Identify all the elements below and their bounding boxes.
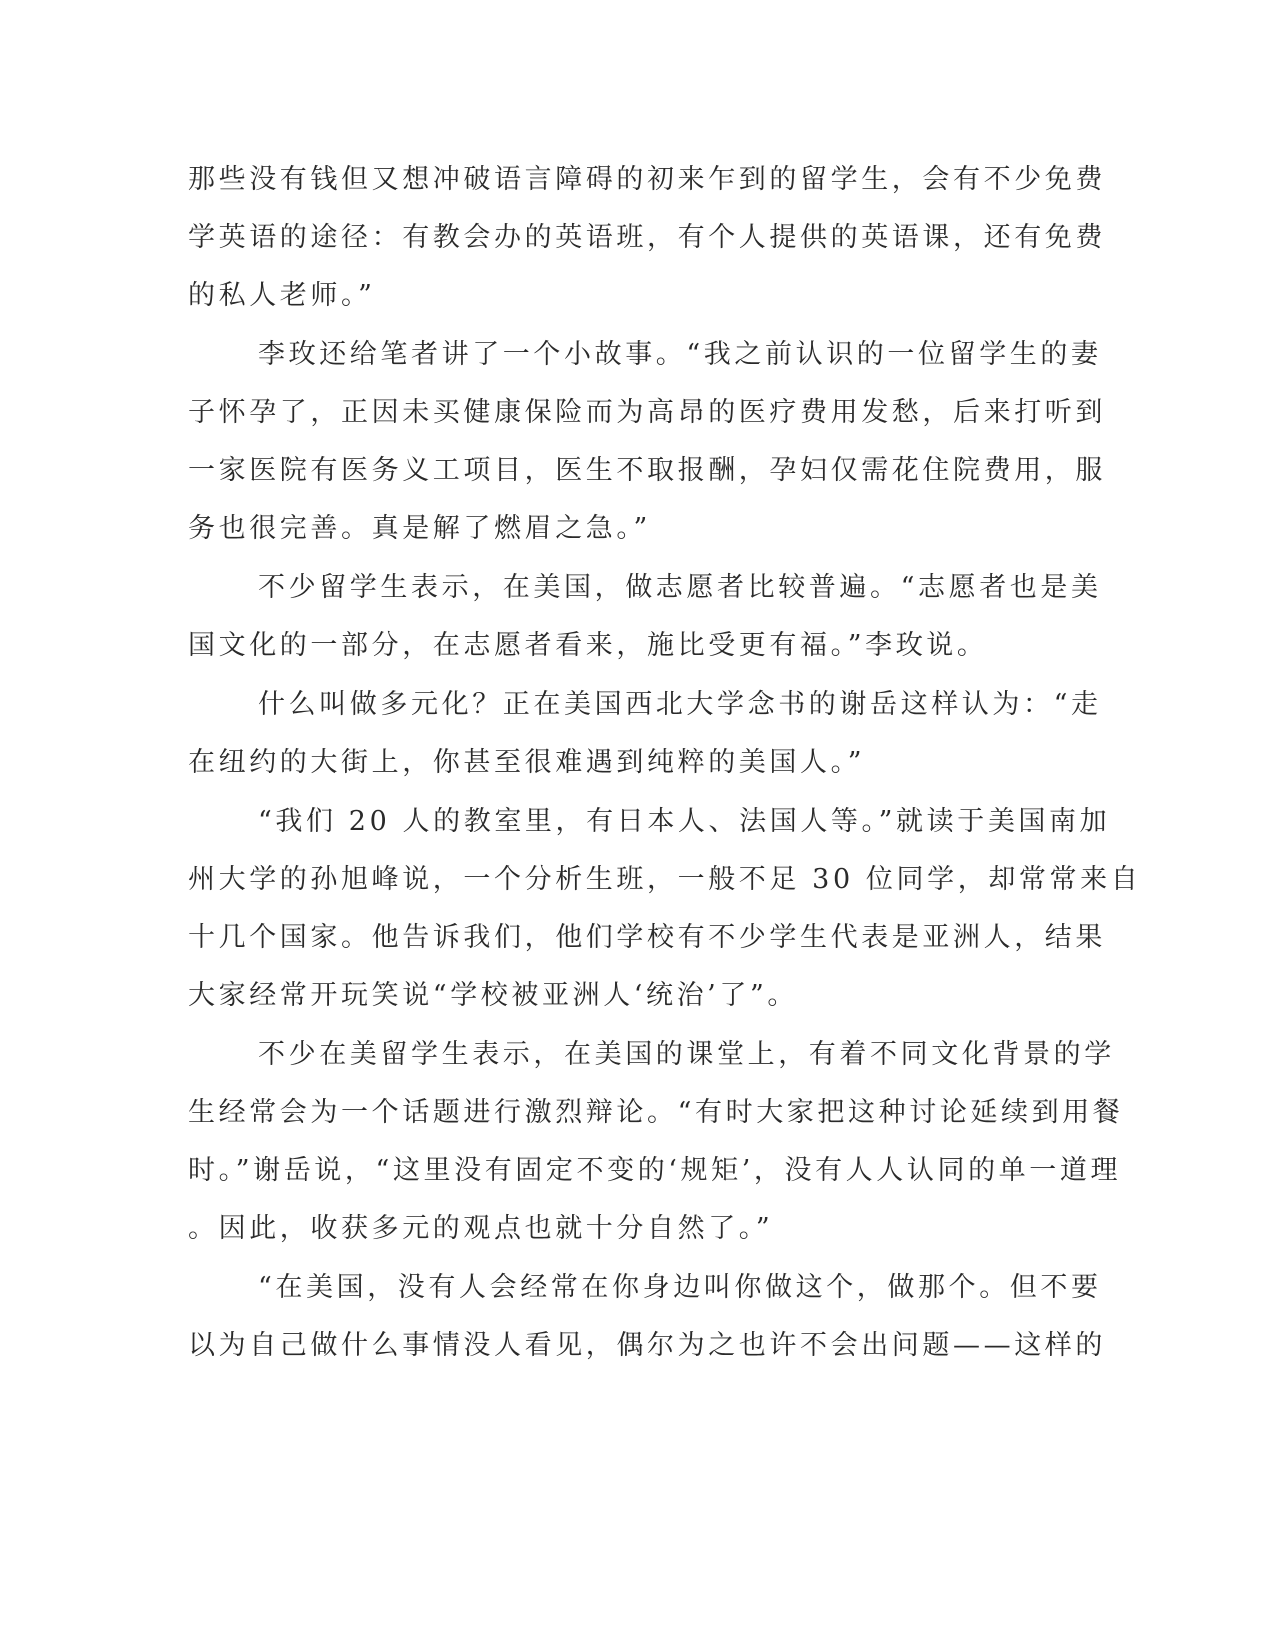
- text-line: 的私人老师。”: [188, 280, 376, 311]
- paragraph-first-line: “我们 20 人的教室里，有日本人、法国人等。”就读于美国南加: [258, 806, 1111, 837]
- text-line: 国文化的一部分，在志愿者看来，施比受更有福。”李玫说。: [188, 630, 988, 661]
- text-line: 时。”谢岳说，“这里没有固定不变的‘规矩’，没有人人认同的单一道理: [188, 1155, 1122, 1186]
- paragraph-first-line: 什么叫做多元化？正在美国西北大学念书的谢岳这样认为：“走: [258, 689, 1102, 720]
- text-line: 那些没有钱但又想冲破语言障碍的初来乍到的留学生，会有不少免费: [188, 164, 1106, 195]
- text-line: 大家经常开玩笑说“学校被亚洲人‘统治’了”。: [188, 980, 798, 1011]
- text-line: 在纽约的大街上，你甚至很难遇到纯粹的美国人。”: [188, 747, 866, 778]
- paragraph-first-line: “在美国，没有人会经常在你身边叫你做这个，做那个。但不要: [258, 1272, 1102, 1303]
- text-line: 务也很完善。真是解了燃眉之急。”: [188, 513, 651, 544]
- text-line: 以为自己做什么事情没人看见，偶尔为之也许不会出问题——这样的: [188, 1330, 1106, 1361]
- text-line: 子怀孕了，正因未买健康保险而为高昂的医疗费用发愁，后来打听到: [188, 397, 1106, 428]
- text-line: 州大学的孙旭峰说，一个分析生班，一般不足 30 位同学，却常常来自: [188, 864, 1142, 895]
- paragraph-first-line: 不少在美留学生表示，在美国的课堂上，有着不同文化背景的学: [258, 1039, 1115, 1070]
- text-line: 生经常会为一个话题进行激烈辩论。“有时大家把这种讨论延续到用餐: [188, 1097, 1124, 1128]
- text-line: 十几个国家。他告诉我们，他们学校有不少学生代表是亚洲人，结果: [188, 922, 1106, 953]
- paragraph-first-line: 不少留学生表示，在美国，做志愿者比较普遍。“志愿者也是美: [258, 572, 1102, 603]
- text-line: 一家医院有医务义工项目，医生不取报酬，孕妇仅需花住院费用，服: [188, 455, 1106, 486]
- text-line: 学英语的途径：有教会办的英语班，有个人提供的英语课，还有免费: [188, 222, 1106, 253]
- text-line: 。因此，收获多元的观点也就十分自然了。”: [188, 1213, 774, 1244]
- paragraph-first-line: 李玫还给笔者讲了一个小故事。“我之前认识的一位留学生的妻: [258, 339, 1102, 370]
